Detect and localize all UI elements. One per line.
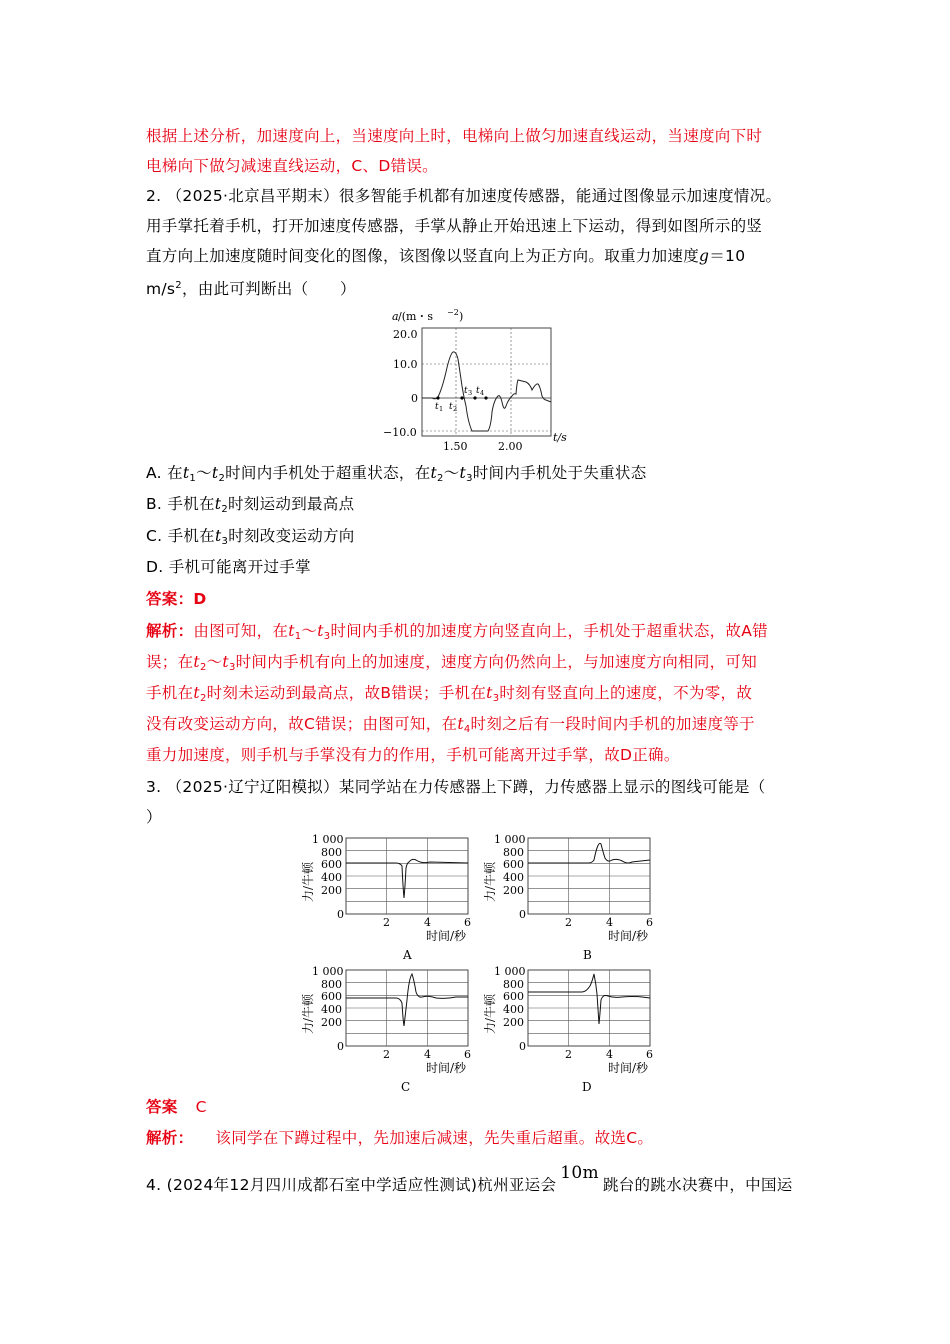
subscript: 3 bbox=[492, 693, 500, 704]
subscript: 1 bbox=[189, 473, 197, 484]
answer-value: C bbox=[195, 1098, 207, 1116]
tick: 4 bbox=[424, 1048, 431, 1061]
tilde: ～ bbox=[443, 464, 460, 482]
t-symbol: t bbox=[430, 464, 438, 482]
option-a-text: 时间内手机处于超重状态，在 bbox=[225, 464, 431, 482]
q4-text: 4. (2024年12月四川成都石室中学适应性测试)杭州亚运会 bbox=[146, 1176, 557, 1194]
tick: 200 bbox=[321, 1016, 342, 1029]
tick: 1 000 bbox=[312, 833, 344, 846]
plot-frame bbox=[422, 328, 551, 436]
tick: 1 000 bbox=[312, 965, 344, 978]
tick: 0 bbox=[519, 1040, 526, 1053]
option-a bbox=[146, 463, 647, 489]
tick: 800 bbox=[321, 978, 342, 991]
q2-line-4 bbox=[146, 276, 356, 299]
option-d: D. 手机可能离开过手掌 bbox=[146, 558, 311, 576]
subscript: 4 bbox=[463, 724, 471, 735]
ylabel-a: a bbox=[392, 310, 399, 323]
option-c-text: 时刻改变运动方向 bbox=[228, 527, 355, 545]
tick: 800 bbox=[503, 978, 524, 991]
answer-label: 答案： bbox=[146, 590, 194, 608]
subscript: 3 bbox=[323, 631, 331, 642]
panel-d bbox=[528, 970, 650, 1046]
panel-a bbox=[346, 838, 468, 914]
tick: 0 bbox=[519, 908, 526, 921]
text: 时刻未运动到最高点，故B错误；手机在 bbox=[206, 684, 487, 702]
g-symbol: g bbox=[699, 247, 710, 265]
point-t3 bbox=[473, 396, 476, 399]
para-1-line-2: 电梯向下做匀减速直线运动，C、D错误。 bbox=[146, 157, 438, 175]
tilde: ～ bbox=[301, 622, 318, 640]
subscript: 2 bbox=[221, 504, 228, 515]
q2-line-3-tail: ＝10 bbox=[709, 247, 746, 265]
tick: 200 bbox=[503, 884, 524, 897]
t-symbol: t bbox=[457, 715, 464, 733]
tick: 4 bbox=[424, 916, 431, 929]
tick: 1 000 bbox=[494, 833, 526, 846]
tilde: ～ bbox=[206, 653, 223, 671]
unit-exp: 2 bbox=[175, 280, 182, 291]
text: 误；在 bbox=[146, 653, 194, 671]
q3-explanation bbox=[146, 1128, 653, 1148]
t-symbol: t bbox=[486, 684, 493, 702]
q3-answer bbox=[146, 1097, 207, 1117]
t-symbol: t bbox=[193, 684, 200, 702]
q2-line-4-tail: ，由此可判断出（ ） bbox=[181, 280, 356, 298]
q2-line-2: 用手掌托着手机，打开加速度传感器，手掌从静止开始迅速上下运动，得到如图所示的竖 bbox=[146, 217, 763, 235]
xlabel: 时间/秒 bbox=[426, 929, 467, 943]
label-t3: t bbox=[464, 386, 468, 396]
q2-explanation-line-1 bbox=[146, 621, 768, 647]
tick: 200 bbox=[503, 1016, 524, 1029]
t-symbol: t bbox=[459, 464, 467, 482]
text: 时间内手机的加速度方向竖直向上，手机处于超重状态，故A错 bbox=[330, 622, 768, 640]
xtick-150: 1.50 bbox=[443, 440, 468, 453]
ytick-0: 0 bbox=[411, 392, 418, 405]
point-t1 bbox=[436, 396, 439, 399]
q2-explanation-line-4 bbox=[146, 714, 755, 740]
ylabel: 力/牛顿 bbox=[301, 993, 315, 1034]
q3-line-2: ） bbox=[146, 808, 162, 826]
label-t4-sub: 4 bbox=[480, 389, 485, 397]
text: 没有改变运动方向，故C错误；由图可知，在 bbox=[146, 715, 458, 733]
text: 时刻有竖直向上的速度，不为零，故 bbox=[499, 684, 753, 702]
caption-b: B bbox=[583, 948, 592, 962]
point-t4 bbox=[484, 396, 487, 399]
q4-height: 10m bbox=[560, 1163, 599, 1183]
xtick-200: 2.00 bbox=[498, 440, 523, 453]
xlabel: 时间/秒 bbox=[608, 929, 649, 943]
label-t2-sub: 2 bbox=[453, 405, 458, 413]
answer-label: 答案 bbox=[146, 1098, 178, 1116]
option-b-text: 时刻运动到最高点 bbox=[228, 495, 355, 513]
caption-d: D bbox=[582, 1080, 592, 1092]
subscript: 2 bbox=[218, 473, 226, 484]
option-a-label: A. 在 bbox=[146, 464, 183, 482]
label-t1-sub: 1 bbox=[439, 405, 444, 413]
q2-explanation-line-3 bbox=[146, 683, 752, 709]
tilde: ～ bbox=[196, 464, 212, 482]
ytick-20: 20.0 bbox=[393, 328, 418, 341]
caption-a: A bbox=[403, 948, 412, 962]
panel-b-ticks bbox=[482, 833, 653, 962]
tick: 400 bbox=[503, 871, 524, 884]
label-t3-sub: 3 bbox=[468, 389, 473, 397]
option-a-text-end: 时间内手机处于失重状态 bbox=[472, 464, 647, 482]
tick: 2 bbox=[565, 1048, 572, 1061]
unit-ms: m/s bbox=[146, 280, 176, 298]
option-c-label: C. 手机在 bbox=[146, 527, 215, 545]
ylabel-exp: −2 bbox=[447, 308, 459, 317]
t-symbol: t bbox=[214, 527, 222, 545]
t-symbol: t bbox=[214, 495, 222, 513]
xlabel: 时间/秒 bbox=[426, 1061, 467, 1075]
tick: 6 bbox=[646, 916, 653, 929]
para-1-line-1: 根据上述分析，加速度向上，当速度向上时，电梯向上做匀加速直线运动，当速度向下时 bbox=[146, 127, 763, 145]
ylabel-unit: /(m・s bbox=[398, 310, 434, 323]
q4-text-end: 跳台的跳水决赛中，中国运 bbox=[602, 1176, 793, 1194]
tick: 2 bbox=[565, 916, 572, 929]
tick: 6 bbox=[464, 1048, 471, 1061]
tick: 2 bbox=[383, 1048, 390, 1061]
tick: 1 000 bbox=[494, 965, 526, 978]
xlabel-t: t/s bbox=[553, 431, 567, 444]
force-graphs bbox=[290, 830, 670, 1092]
option-c bbox=[146, 526, 355, 552]
q2-answer bbox=[146, 589, 207, 609]
option-b bbox=[146, 494, 354, 520]
acceleration-graph bbox=[380, 304, 570, 456]
subscript: 2 bbox=[199, 693, 207, 704]
t-symbol: t bbox=[182, 464, 190, 482]
ytick-10: 10.0 bbox=[393, 358, 418, 371]
tick: 600 bbox=[503, 990, 524, 1003]
subscript: 3 bbox=[466, 473, 473, 484]
tick: 600 bbox=[321, 990, 342, 1003]
tick: 400 bbox=[321, 1003, 342, 1016]
q4-line-1 bbox=[146, 1163, 793, 1195]
tick: 0 bbox=[337, 908, 344, 921]
t-symbol: t bbox=[288, 622, 295, 640]
subscript: 2 bbox=[437, 473, 444, 484]
tick: 4 bbox=[606, 1048, 613, 1061]
tick: 400 bbox=[503, 1003, 524, 1016]
t-symbol: t bbox=[222, 653, 229, 671]
tick: 6 bbox=[646, 1048, 653, 1061]
text: 手机在 bbox=[146, 684, 194, 702]
panel-c-ticks bbox=[300, 965, 471, 1092]
panel-d-ticks bbox=[482, 965, 653, 1092]
q2-line-3-text: 直方向上加速度随时间变化的图像，该图像以竖直向上为正方向。取重力加速度 bbox=[146, 247, 700, 265]
subscript: 3 bbox=[221, 536, 229, 547]
option-b-label: B. 手机在 bbox=[146, 495, 215, 513]
subscript: 1 bbox=[294, 631, 302, 642]
ylabel: 力/牛顿 bbox=[483, 861, 497, 902]
text: 时刻之后有一段时间内手机的加速度等于 bbox=[470, 715, 755, 733]
subscript: 3 bbox=[228, 662, 236, 673]
text: 时间内手机有向上的加速度，速度方向仍然向上，与加速度方向相同，可知 bbox=[235, 653, 758, 671]
tick: 600 bbox=[503, 858, 524, 871]
tick: 800 bbox=[321, 846, 342, 859]
answer-value: D bbox=[193, 590, 207, 608]
plot-grid bbox=[422, 328, 551, 436]
q3-line-1: 3. （2025·辽宁辽阳模拟）某同学站在力传感器上下蹲，力传感器上显示的图线可能是（ bbox=[146, 778, 766, 796]
ylabel-close: ) bbox=[459, 310, 464, 323]
ylabel: 力/牛顿 bbox=[301, 861, 315, 902]
q2-explanation-line-5: 重力加速度，则手机与手掌没有力的作用，手机可能离开过手掌，故D正确。 bbox=[146, 746, 680, 764]
panel-b bbox=[528, 838, 650, 914]
panel-c bbox=[346, 970, 468, 1046]
t-symbol: t bbox=[193, 653, 200, 671]
tick: 200 bbox=[321, 884, 342, 897]
xlabel: 时间/秒 bbox=[608, 1061, 649, 1075]
explanation-label: 解析： bbox=[146, 622, 194, 640]
t-symbol: t bbox=[211, 464, 219, 482]
panel-a-ticks bbox=[300, 833, 471, 962]
q2-explanation-line-2 bbox=[146, 652, 757, 678]
q2-line-1: 2. （2025·北京昌平期末）很多智能手机都有加速度传感器，能通过图像显示加速度情况。 bbox=[146, 187, 782, 205]
subscript: 2 bbox=[199, 662, 207, 673]
label-t4: t bbox=[476, 386, 480, 396]
t-symbol: t bbox=[317, 622, 324, 640]
tick: 0 bbox=[337, 1040, 344, 1053]
tick: 600 bbox=[321, 858, 342, 871]
tick: 6 bbox=[464, 916, 471, 929]
tick: 4 bbox=[606, 916, 613, 929]
text: 由图可知，在 bbox=[193, 622, 289, 640]
point-t2 bbox=[460, 396, 463, 399]
ytick-neg10: −10.0 bbox=[383, 426, 417, 439]
ylabel: 力/牛顿 bbox=[483, 993, 497, 1034]
tick: 400 bbox=[321, 871, 342, 884]
tick: 2 bbox=[383, 916, 390, 929]
q2-line-3 bbox=[146, 246, 745, 266]
explanation-text: 该同学在下蹲过程中，先加速后减速，先失重后超重。故选C。 bbox=[215, 1129, 654, 1147]
label-t2: t bbox=[449, 402, 453, 412]
explanation-label: 解析： bbox=[146, 1129, 194, 1147]
tick: 800 bbox=[503, 846, 524, 859]
caption-c: C bbox=[401, 1080, 411, 1092]
label-t1: t bbox=[435, 402, 439, 412]
